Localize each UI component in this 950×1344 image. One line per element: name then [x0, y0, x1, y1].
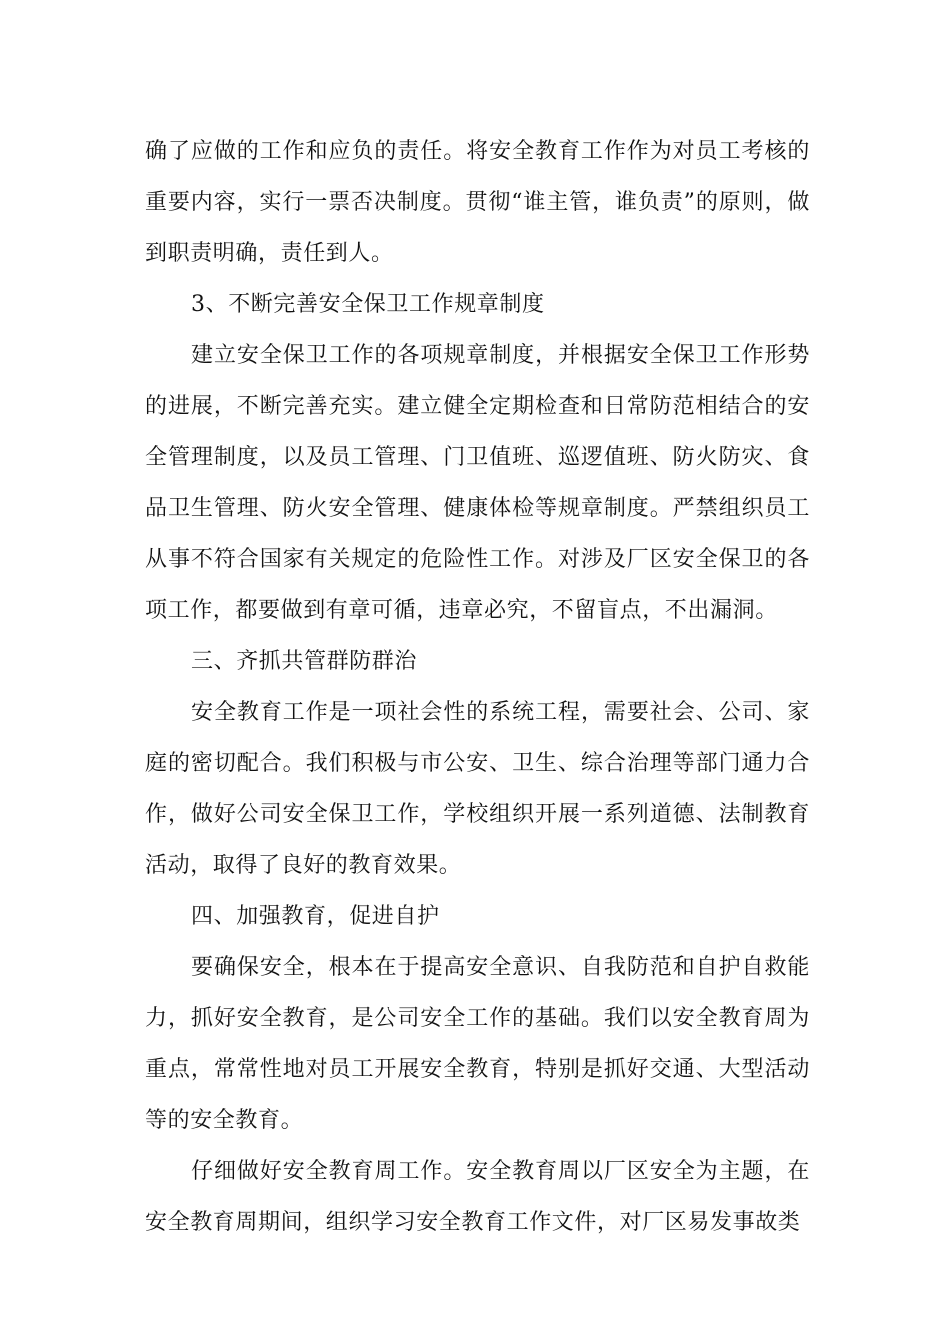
section-heading-four: 四、加强教育，促进自护	[191, 904, 440, 929]
paragraph-safety-week: 仔细做好安全教育周工作。安全教育周以厂区安全为主题，在安全教育周期间，组织学习安全教育工作文件，对厂区易发事故类	[145, 1159, 810, 1235]
paragraph-rules: 建立安全保卫工作的各项规章制度，并根据安全保卫工作形势的进展，不断完善充实。建立健全定期检查和日常防范相结合的安全管理制度，以及员工管理、门卫值班、巡逻值班、防火防灾、食品卫生管理、防火安全管理、健康体检等规章制度。严禁组织员工从事不符合国家有关规定的危险性工作。对涉及厂区安全保卫的各项工作，都要做到有章可循，违章必究，不留盲点，不出漏洞。	[145, 343, 810, 623]
paragraph-1: 确了应做的工作和应负的责任。将安全教育工作作为对员工考核的重要内容，实行一票否决制度。贯彻“谁主管，谁负责”的原则，做到职责明确，责任到人。	[145, 139, 810, 266]
paragraph-education: 要确保安全，根本在于提高安全意识、自我防范和自护自救能力，抓好安全教育，是公司安全工作的基础。我们以安全教育周为重点，常常性地对员工开展安全教育，特别是抓好交通、大型活动等的安全教育。	[145, 955, 810, 1133]
paragraph-cooperation: 安全教育工作是一项社会性的系统工程，需要社会、公司、家庭的密切配合。我们积极与市公安、卫生、综合治理等部门通力合作，做好公司安全保卫工作，学校组织开展一系列道德、法制教育活动，取得了良好的教育效果。	[145, 700, 810, 878]
section-heading-3: 3、不断完善安全保卫工作规章制度	[191, 292, 545, 317]
document-body	[145, 126, 810, 1248]
section-heading-three: 三、齐抓共管群防群治	[191, 649, 418, 674]
